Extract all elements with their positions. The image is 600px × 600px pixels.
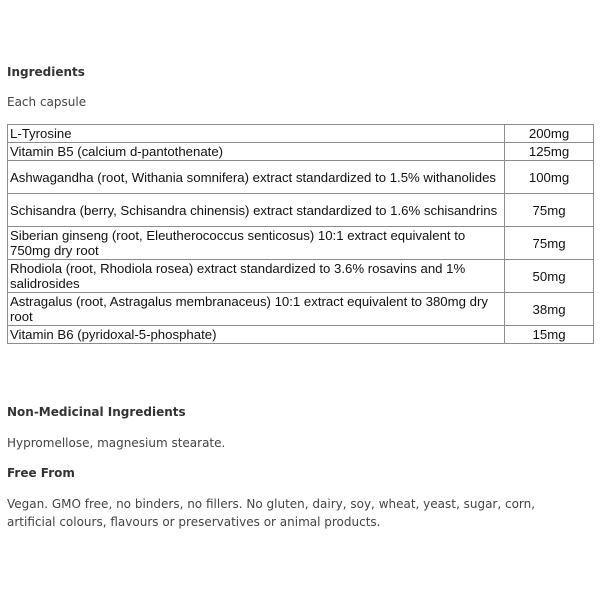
ingredient-name: Rhodiola (root, Rhodiola rosea) extract standardized to 3.6% rosavins and 1% salidrosides [8,260,505,293]
ingredient-amount: 38mg [505,293,594,326]
ingredients-heading: Ingredients [7,65,85,79]
ingredient-name: Siberian ginseng (root, Eleutherococcus senticosus) 10:1 extract equivalent to 750mg dry root [8,227,505,260]
ingredient-amount: 75mg [505,227,594,260]
ingredient-name: Ashwagandha (root, Withania somnifera) extract standardized to 1.5% withanolides [8,161,505,194]
table-row [8,161,594,194]
ingredient-amount: 100mg [505,161,594,194]
free-from-heading: Free From [7,466,75,480]
free-from-text: Vegan. GMO free, no binders, no fillers. No gluten, dairy, soy, wheat, yeast, sugar, corn, artificial colours, flavours or preservatives or animal products. [7,497,536,529]
ingredient-amount: 50mg [505,260,594,293]
table-row [8,326,594,344]
table-row [8,125,594,143]
each-capsule-label: Each capsule [7,95,87,109]
table-row [8,227,594,260]
ingredient-amount: 75mg [505,194,594,227]
ingredient-name: Vitamin B5 (calcium d-pantothenate) [8,143,505,161]
ingredient-name: Vitamin B6 (pyridoxal-5-phosphate) [8,326,505,344]
table-row [8,194,594,227]
ingredient-amount: 15mg [505,326,594,344]
ingredient-name: Astragalus (root, Astragalus membranaceus) 10:1 extract equivalent to 380mg dry root [8,293,505,326]
ingredient-amount: 125mg [505,143,594,161]
non-medicinal-text: Hypromellose, magnesium stearate. [7,436,226,450]
ingredients-table [7,124,594,344]
table-row [8,143,594,161]
ingredient-name: Schisandra (berry, Schisandra chinensis) extract standardized to 1.6% schisandrins [8,194,505,227]
table-row [8,260,594,293]
table-row [8,293,594,326]
ingredient-amount: 200mg [505,125,594,143]
ingredient-name: L-Tyrosine [8,125,505,143]
non-medicinal-heading: Non-Medicinal Ingredients [7,405,186,419]
